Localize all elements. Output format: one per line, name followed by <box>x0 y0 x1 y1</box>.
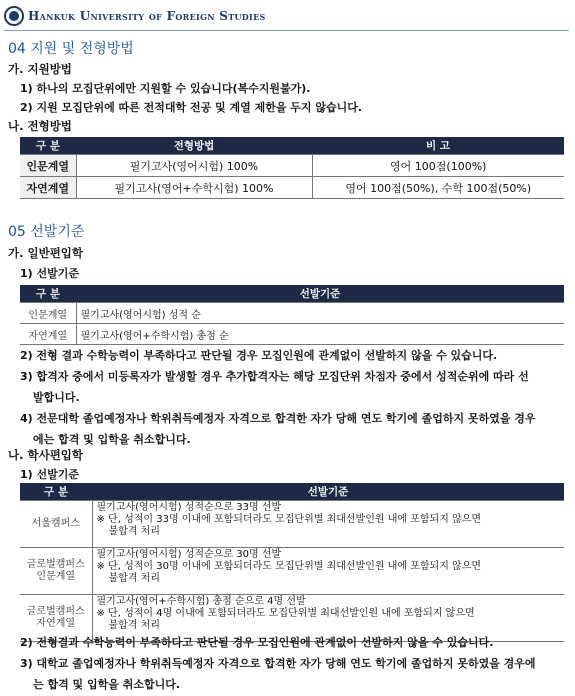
row-remarks: 영어 100점(100%) <box>312 155 564 177</box>
th-category: 구 분 <box>20 285 76 303</box>
table-row <box>20 177 564 199</box>
table-row <box>20 501 564 548</box>
s05-bachelor-table <box>20 483 564 642</box>
criteria-line: 필기고사(영어+수학시험) 총점 순으로 4명 선발 <box>96 596 306 607</box>
table-row <box>20 548 564 595</box>
section-04-title: 04 지원 및 전형방법 <box>8 41 134 57</box>
row-method: 필기고사(영어+수학시험) 100% <box>76 177 312 199</box>
s04-a-item-1: 1) 하나의 모집단위에만 지원할 수 있습니다(복수지원불가). <box>20 82 311 95</box>
note-item: 2) 전형 결과 수학능력이 부족하다고 판단될 경우 모집인원에 관계없이 선발하지 않을 수 있습니다. <box>20 349 498 362</box>
th-method: 전형방법 <box>76 137 312 155</box>
page-header <box>4 5 266 27</box>
row-category: 인문계열 <box>20 303 76 324</box>
criteria-note: ※ 단, 성적이 33명 이내에 포함되더라도 모집단위별 최대선발인원 내에 포함되지 않으면 <box>96 514 482 525</box>
note-item: 는 합격 및 입학을 취소합니다. <box>33 678 181 691</box>
criteria-note-cont: 불합격 처리 <box>108 526 160 537</box>
th-remarks: 비 고 <box>312 137 564 155</box>
th-category: 구 분 <box>20 483 92 501</box>
row-category: 자연계열 <box>20 177 76 199</box>
criteria-line: 필기고사(영어시험) 성적순으로 33명 선발 <box>96 502 282 513</box>
criteria-note: ※ 단, 성적이 4명 이내에 포함되더라도 모집단위별 최대선발인원 내에 포함되지 않으면 <box>96 608 475 619</box>
row-criteria <box>92 501 564 548</box>
th-criteria: 선발기준 <box>92 483 564 501</box>
s04-a-item-2: 2) 지원 모집단위에 따른 전적대학 전공 및 계열 제한을 두지 않습니다. <box>20 101 363 114</box>
table-row <box>20 155 564 177</box>
s05-a-notes <box>20 345 565 450</box>
s05-a-sub: 1) 선발기준 <box>20 267 80 280</box>
row-campus: 서울캠퍼스 <box>20 501 92 548</box>
row-campus: 글로벌캠퍼스 인문계열 <box>20 548 92 595</box>
s04-b-heading: 나. 전형방법 <box>8 119 72 133</box>
criteria-line: 필기고사(영어시험) 성적순으로 30명 선발 <box>96 549 282 560</box>
row-category: 인문계열 <box>20 155 76 177</box>
th-criteria: 선발기준 <box>76 285 564 303</box>
note-item: 2) 전형결과 수학능력이 부족하다고 판단될 경우 모집인원에 관계없이 선발하지 않을 수 있습니다. <box>20 636 494 649</box>
s05-general-table <box>20 285 564 345</box>
note-item: 에는 합격 및 입학을 취소합니다. <box>33 433 191 446</box>
s05-b-sub: 1) 선발기준 <box>20 468 80 481</box>
row-criteria: 필기고사(영어시험) 성적 순 <box>76 303 564 324</box>
s04-a-heading: 가. 지원방법 <box>8 62 72 76</box>
row-remarks: 영어 100점(50%), 수학 100점(50%) <box>312 177 564 199</box>
note-item: 3) 대학교 졸업예정자나 학위취득예정자 자격으로 합격한 자가 당해 연도 학기에 졸업하지 못하였을 경우에 <box>20 657 536 670</box>
criteria-note-cont: 불합격 처리 <box>108 620 160 631</box>
criteria-note-cont: 불합격 처리 <box>108 573 160 584</box>
s05-b-heading: 나. 학사편입학 <box>8 448 84 462</box>
s05-a-heading: 가. 일반편입학 <box>8 246 84 260</box>
s05-b-notes <box>20 632 565 695</box>
row-criteria: 필기고사(영어+수학시험) 총점 순 <box>76 324 564 345</box>
row-campus: 글로벌캠퍼스 자연계열 <box>20 595 92 642</box>
s04-method-table <box>20 137 564 199</box>
th-category: 구 분 <box>20 137 76 155</box>
note-item: 4) 전문대학 졸업예정자나 학위취득예정자 자격으로 합격한 자가 당해 연도 학기에 졸업하지 못하였을 경우 <box>20 412 536 425</box>
university-name: Hankuk University of Foreign Studies <box>28 9 266 23</box>
row-category: 자연계열 <box>20 324 76 345</box>
row-criteria <box>92 548 564 595</box>
criteria-note: ※ 단, 성적이 30명 이내에 포함되더라도 모집단위별 최대선발인원 내에 포함되지 않으면 <box>96 561 482 572</box>
note-item: 발합니다. <box>33 391 80 404</box>
university-logo <box>4 6 24 26</box>
table-row <box>20 303 564 324</box>
row-method: 필기고사(영어시험) 100% <box>76 155 312 177</box>
section-05-title: 05 선발기준 <box>8 224 85 240</box>
header-divider <box>4 30 569 31</box>
table-row <box>20 324 564 345</box>
note-item: 3) 합격자 중에서 미등록자가 발생할 경우 추가합격자는 해당 모집단위 차점자 중에서 성적순위에 따라 선 <box>20 370 529 383</box>
